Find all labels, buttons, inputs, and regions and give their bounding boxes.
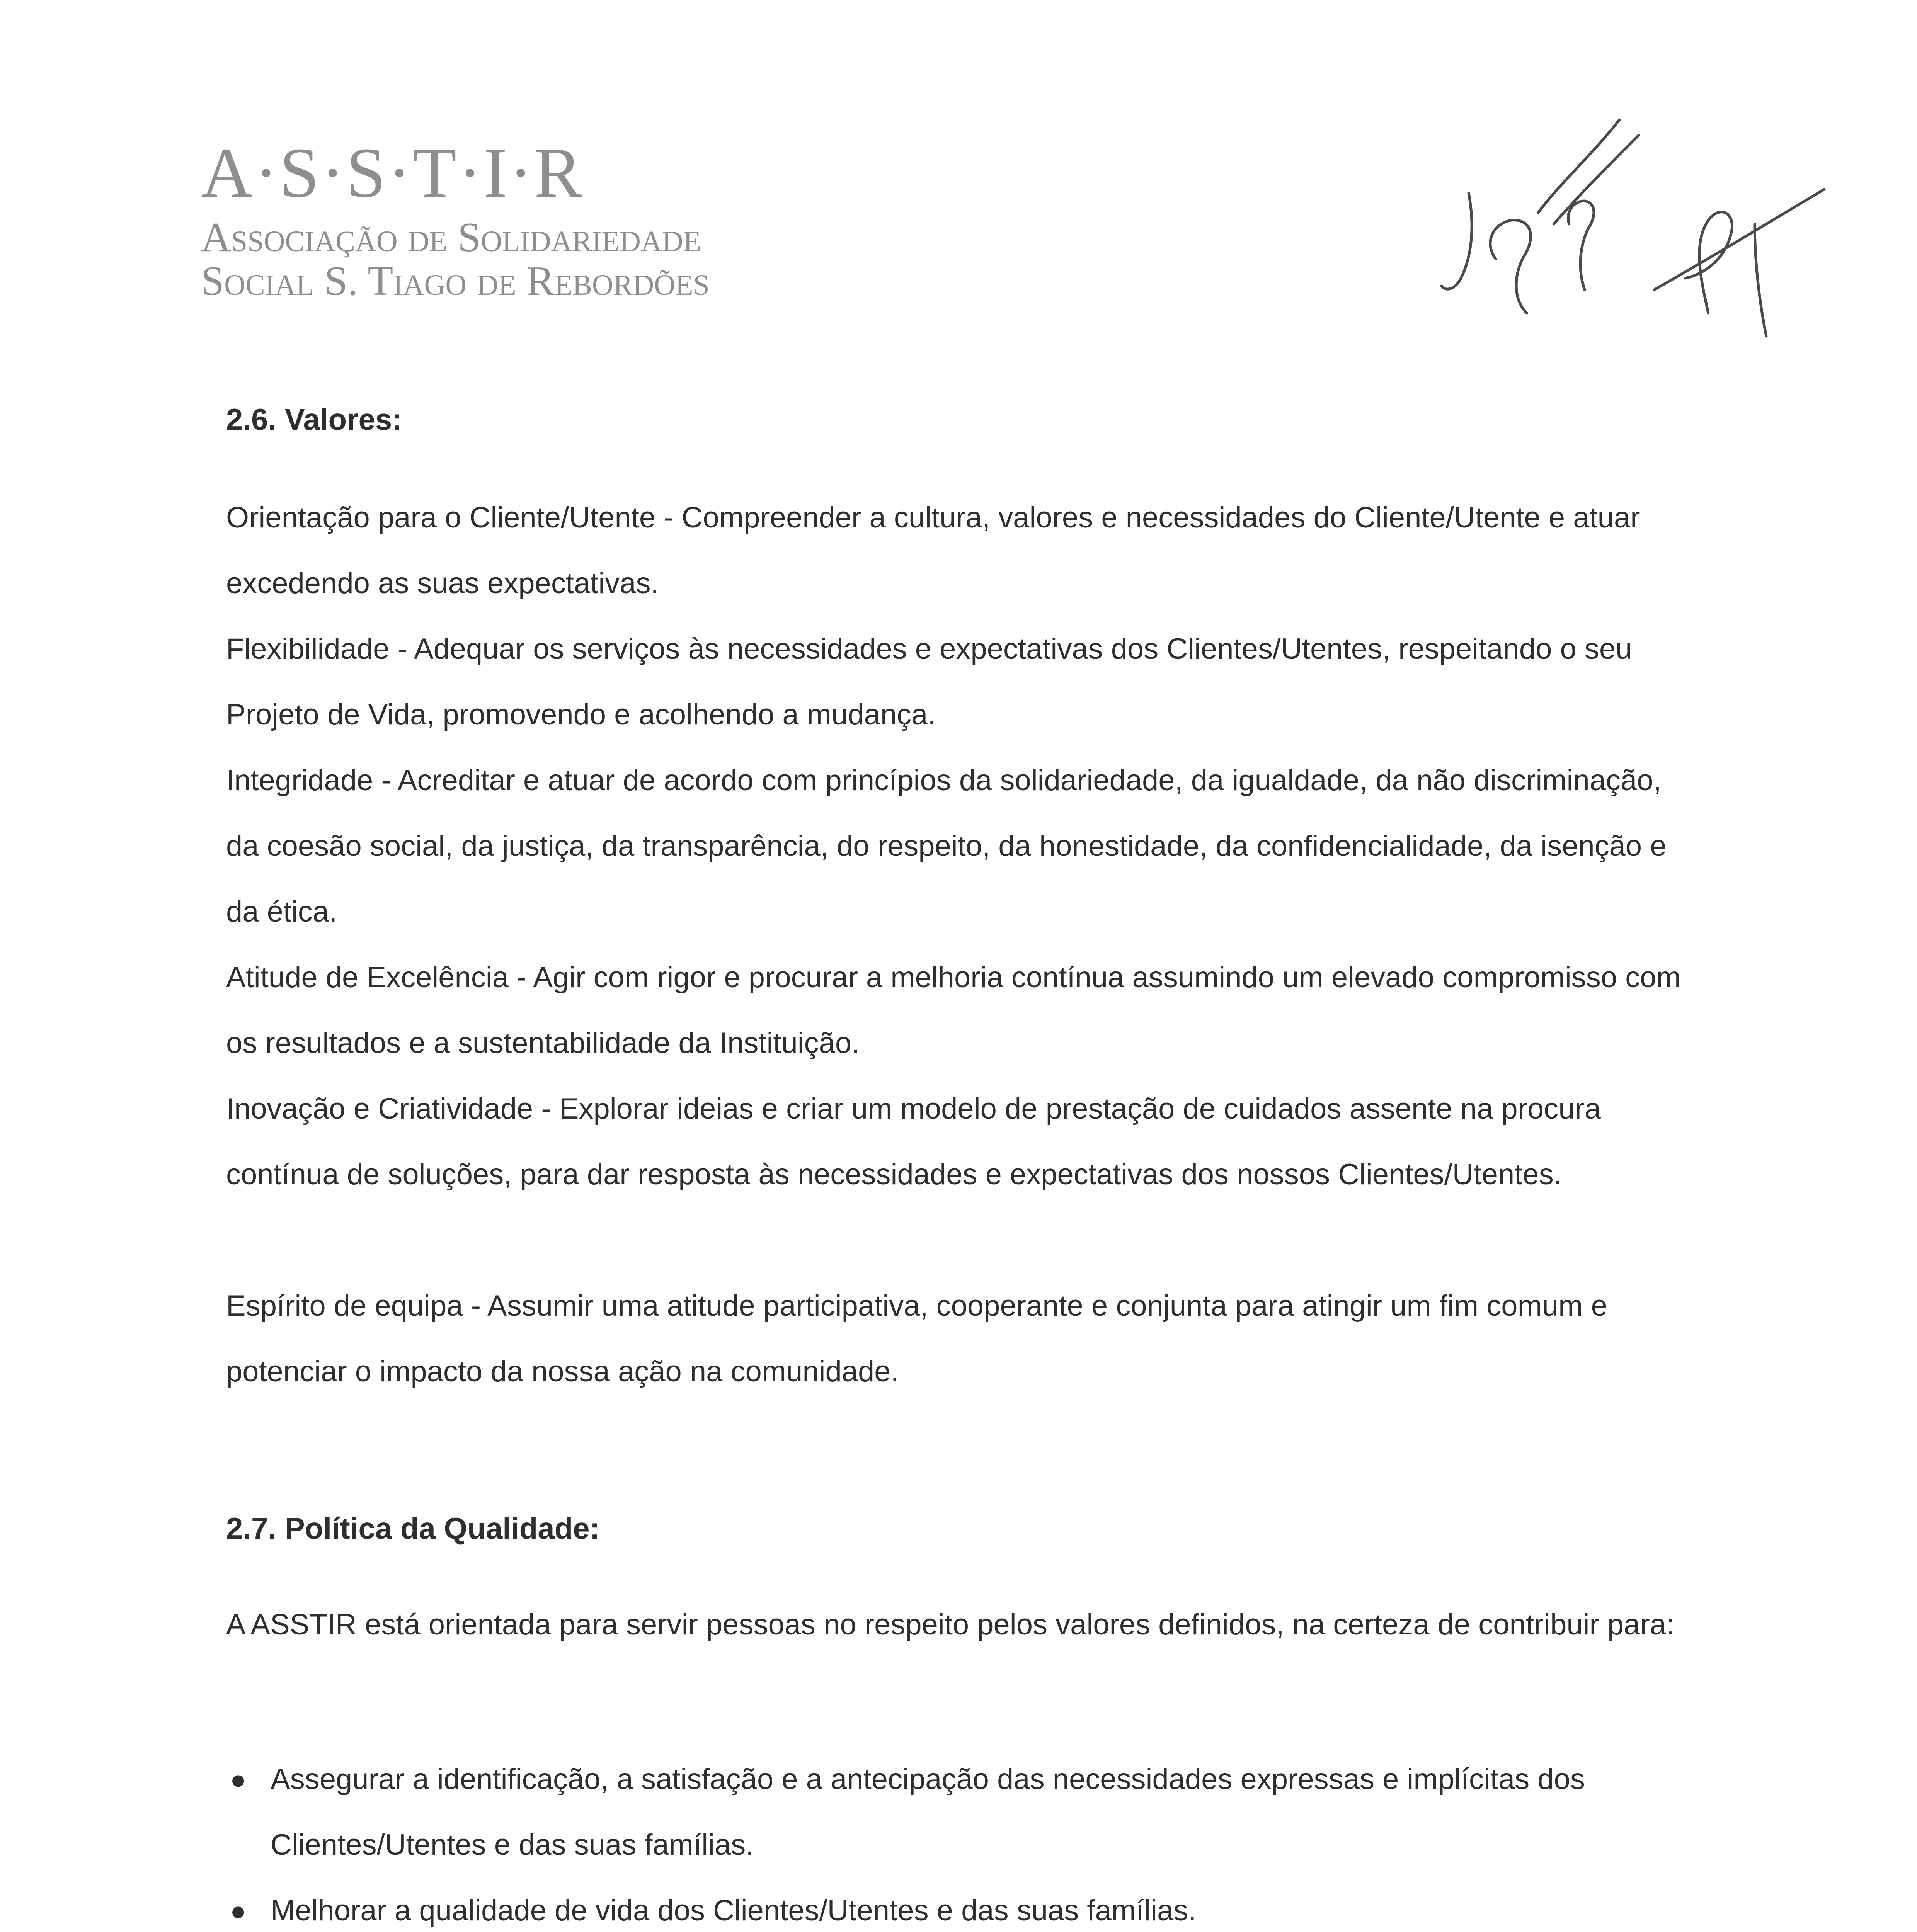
value-separator: - — [664, 501, 682, 534]
value-term: Orientação para o Cliente/Utente — [226, 501, 656, 534]
value-separator: - — [397, 633, 414, 665]
value-description: Assumir uma atitude participativa, cooperante e conjunta para atingir um fim comum e potenciar o impacto da nossa ação na comunidade. — [226, 1289, 1607, 1388]
value-item — [226, 616, 1691, 748]
value-separator: - — [381, 764, 398, 797]
list-item — [226, 1747, 1691, 1878]
value-item — [226, 748, 1691, 945]
value-term: Atitude de Excelência — [226, 961, 509, 994]
bullet-icon: ● — [230, 1896, 247, 1926]
logo-subtitle — [201, 216, 819, 303]
value-description: Agir com rigor e procurar a melhoria contínua assumindo um elevado compromisso com os resultados e a sustentabilidade da Instituição. — [226, 961, 1681, 1060]
handwritten-initials-signature — [1438, 97, 1863, 348]
value-term: Inovação e Criatividade — [226, 1092, 533, 1125]
value-description: Compreender a cultura, valores e necessidades do Cliente/Utente e atuar excedendo as suas expectativas. — [226, 501, 1640, 600]
value-separator: - — [471, 1289, 487, 1322]
value-description: Adequar os serviços às necessidades e expectativas dos Clientes/Utentes, respeitando o seu Projeto de Vida, promovendo e acolhendo a mudança. — [226, 633, 1632, 731]
organization-logo — [201, 133, 819, 304]
value-term: Flexibilidade — [226, 633, 390, 665]
value-separator: - — [517, 961, 533, 994]
value-separator: - — [541, 1092, 559, 1125]
value-item — [226, 945, 1691, 1076]
logo-subtitle-line-2: Social S. Tiago de Rebordões — [201, 258, 710, 304]
list-item-text: Assegurar a identificação, a satisfação e a antecipação das necessidades expressas e implícitas dos Clientes/Utentes e das suas famílias. — [271, 1763, 1585, 1861]
section-heading-values: 2.6. Valores: — [226, 402, 402, 436]
value-item — [226, 1076, 1691, 1208]
logo-subtitle-line-1: Associação de Solidariedade — [201, 214, 701, 260]
section-heading-quality-policy: 2.7. Política da Qualidade: — [226, 1511, 600, 1545]
quality-policy-intro: A ASSTIR está orientada para servir pessoas no respeito pelos valores definidos, na certeza de contribuir para: — [226, 1608, 1675, 1641]
value-item — [226, 485, 1691, 616]
list-item-text: Melhorar a qualidade de vida dos Clientes/Utentes e das suas famílias. — [271, 1894, 1197, 1927]
bullet-icon: ● — [230, 1764, 247, 1794]
logo-title: A·S·S·T·I·R — [201, 133, 584, 213]
quality-policy-list — [226, 1747, 1691, 1932]
value-item — [226, 1273, 1691, 1405]
value-term: Integridade — [226, 764, 373, 797]
list-item — [226, 1878, 1691, 1932]
value-description: Explorar ideias e criar um modelo de prestação de cuidados assente na procura contínua de soluções, para dar resposta às necessidades e expectativas dos nossos Clientes/Utentes. — [226, 1092, 1601, 1191]
value-term: Espírito de equipa — [226, 1289, 463, 1322]
value-description: Acreditar e atuar de acordo com princípios da solidariedade, da igualdade, da não discriminação, da coesão social, da justiça, da transparência, do respeito, da honestidade, da confidencialidade, da isenção e da ética. — [226, 764, 1667, 928]
